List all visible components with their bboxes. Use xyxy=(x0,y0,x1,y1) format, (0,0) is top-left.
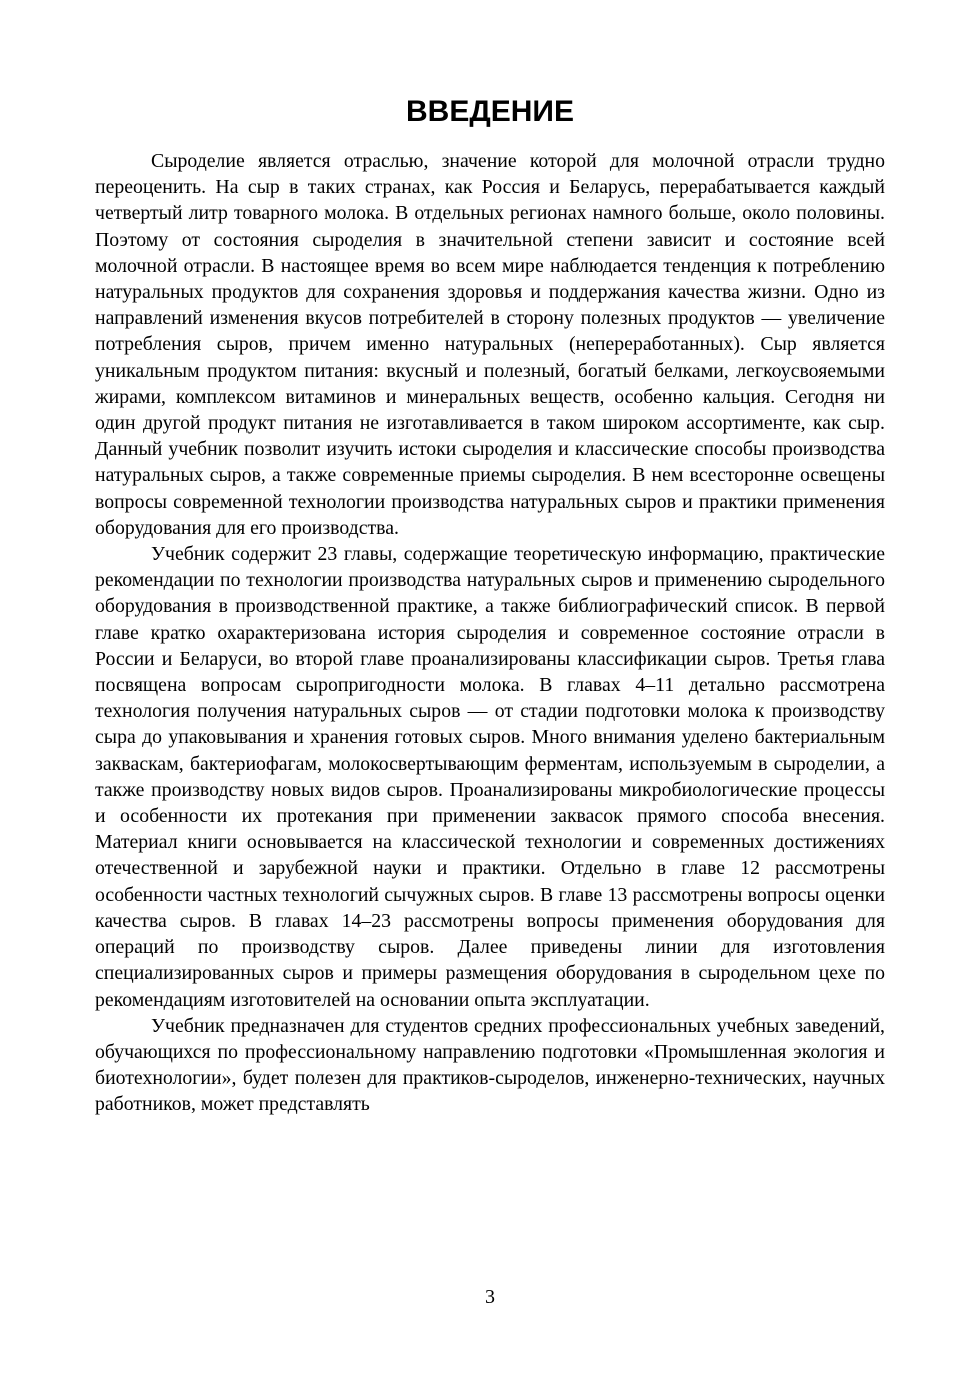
paragraph-contents: Учебник содержит 23 главы, содержащие теоретическую информацию, практические рекомендации по технологии производства натуральных сыров и применению сыродельного оборудования в производственной практике, а также библиографический список. В первой главе кратко охарактеризована история сыроделия и современное состояние отрасли в России и Беларуси, во второй главе проанализированы классификации сыров. Третья глава посвящена вопросам сыропригодности молока. В главах 4–11 детально рассмотрена технология получения натуральных сыров — от стадии подготовки молока к производству сыра до упаковывания и хранения готовых сыров. Много внимания уделено бактериальным заквaскам, бактериофагам, молокосвертывающим ферментам, используемым в сыроделии, а также производству новых видов сыров. Проанализированы микробиологические процессы и особенности их протекания при применении заквасок прямого способа внесения. Материал книги основывается на классической технологии и современных достижениях отечественной и зарубежной науки и практики. Отдельно в главе 12 рассмотрены особенности частных технологий сычужных сыров. В главе 13 рассмотрены вопросы оценки качества сыров. В главах 14–23 рассмотрены вопросы применения оборудования для операций по производству сыров. Далее приведены линии для изготовления специализированных сыров и примеры размещения оборудования в сыродельном цехе по рекомендациям изготовителей на основании опыта эксплуатации. xyxy=(95,543,885,1011)
paragraph-audience: Учебник предназначен для студентов средних профессиональных учебных заведений, обучающихся по профессиональному направлению подготовки «Промышленная экология и биотехнологии», будет полезен для практиков-сыроделов, инженерно-технических, научных работников, может представлять xyxy=(95,1014,885,1116)
page-number: 3 xyxy=(485,1286,495,1308)
paragraph-intro: Сыроделие является отраслью, значение которой для молочной отрасли трудно переоценить. На сыр в таких странах, как Россия и Беларусь, перерабатывается каждый четвертый литр товарного молока. В отдельных регионах намного больше, около половины. Поэтому от состояния сыроделия в значительной степени зависит и состояние всей молочной отрасли. В настоящее время во всем мире наблюдается тенденция к потреблению натуральных продуктов для сохранения здоровья и поддержания качества жизни. Одно из направлений изменения вкусов потребителей в сторону полезных продуктов — увеличение потребления сыров, причем именно натуральных (непереработанных). Сыр является уникальным продуктом питания: вкусный и полезный, богатый белками, легкоусвояемыми жирами, комплексом витаминов и минеральных веществ, особенно кальция. Сегодня ни один другой продукт питания не изготавливается в таком широком ассортименте, как сыр. Данный учебник позволит изучить истоки сыроделия и классические способы производства натуральных сыров, а также современные приемы сыроделия. В нем всесторонне освещены вопросы современной технологии производства натуральных сыров и практики применения оборудования для его производства. xyxy=(95,150,885,539)
body-text xyxy=(95,148,885,1118)
page-title: ВВЕДЕНИЕ xyxy=(406,95,574,128)
